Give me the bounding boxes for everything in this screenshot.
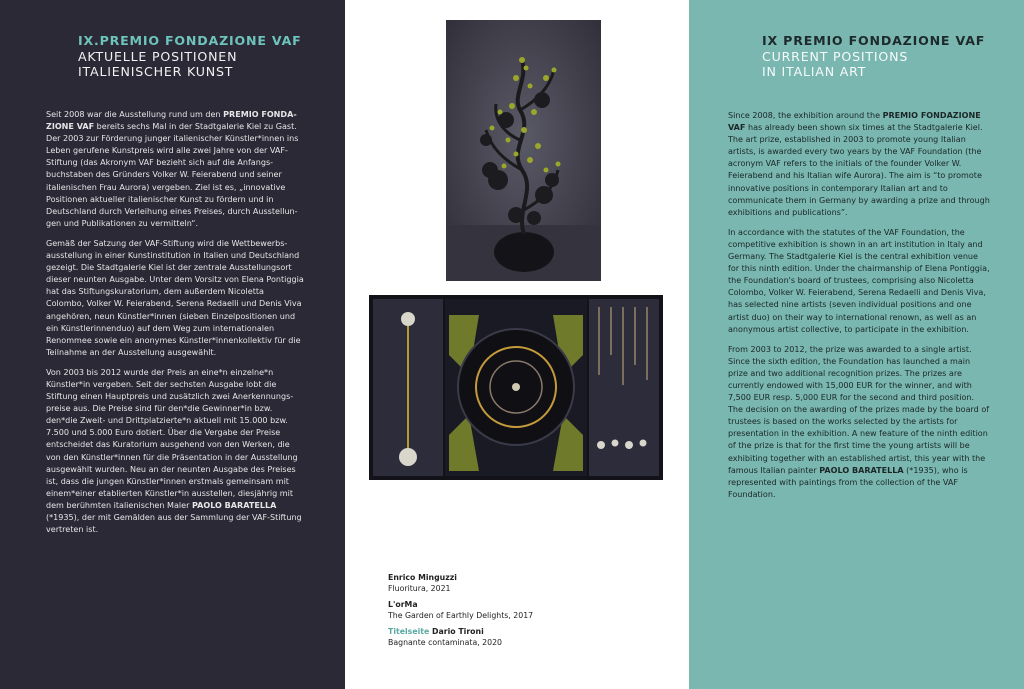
caption-minguzzi (388, 572, 648, 594)
caption-work-title: The Garden of Earthly Delights, 2017 (388, 611, 534, 620)
english-body-text (728, 110, 990, 509)
english-heading-line-2: CURRENT POSITIONS (762, 48, 909, 64)
artwork-captions (388, 572, 648, 653)
fluoritura-artwork-image (446, 20, 601, 281)
artwork-panel (345, 0, 689, 689)
german-heading-line-3: ITALIENISCHER KUNST (78, 64, 234, 79)
german-body-text (46, 109, 304, 544)
garden-of-earthly-delights-artwork-image (369, 295, 663, 480)
german-paragraph-3: Von 2003 bis 2012 wurde der Preis an eine*n einzelne*n Künstler*in vergeben. Seit der sechsten Ausgabe lobt die Stiftung einen Hauptpreis und zusätzlich zwei Anerkennungspreise aus. Die Preise sind für den*die Gewinner*in bzw. den*die Zweit- und Drittplatzierte*n aktuell mit 15.000 bzw. 7.500 und 5.000 Euro dotiert. Über die Vergabe der Preise entscheidet das Kuratorium ausgehend von den Werken, die von den Künstler*innen für die Präsentation in der Ausstellung ausgewählt wurden. Neu an der neunten Ausgabe des Preises ist, dass die jungen Künstler*innen erstmals gemeinsam mit einem*einer etablierten Künstler*in ausstellen, diesjährig mit dem berühmten italienischen Maler PAOLO BARATELLA (*1935), der mit Gemälden aus der Sammlung der VAF-Stiftung vertreten ist. (46, 367, 302, 535)
caption-artist-name: Enrico Minguzzi (388, 573, 457, 582)
german-paragraph-2: Gemäß der Satzung der VAF-Stiftung wird die Wettbewerbsausstellung in einer Kunstinstitution in Italien und Deutschland gezeigt. Die Stadtgalerie Kiel ist der zentrale Ausstellungsort dieser neunten Ausgabe. Unter dem Vorsitz von Elena Pontiggia hat das Stiftungskuratorium, dem außerdem Nicoletta Colombo, Volker W. Feierabend, Serena Redaelli und Denis Viva angehören, neun Künstler*innen (sieben Einzelpositionen und ein Künstlerinnenduo) auf dem Weg zum internationalen Renommee sowie ein anonymes Künstler*innenkollektiv für die Teilnahme an der Ausstellung ausgewählt. (46, 238, 304, 357)
caption-cover-label: Titelseite (388, 627, 430, 636)
english-text-panel (689, 0, 1024, 689)
german-heading-line-1: IX.PREMIO FONDAZIONE VAF (78, 33, 302, 48)
caption-cover (388, 626, 648, 648)
caption-artist-name: Dario Tironi (432, 627, 484, 636)
english-paragraph-1: Since 2008, the exhibition around the PREMIO FONDAZIONE VAF has already been shown six times at the Stadtgalerie Kiel. The art prize, established in 2003 to promote young Italian artists, is awarded every two years by the VAF Foundation (the acronym VAF refers to the initials of the founder Volker W. Feierabend and his Italian wife Aurora). The aim is “to promote innovative positions in contemporary Italian art and to communicate them in Germany by awarding a prize and through exhibitions and publications”. (728, 111, 990, 217)
caption-work-title: Bagnante contaminata, 2020 (388, 638, 503, 647)
german-paragraph-1: Seit 2008 war die Ausstellung rund um den PREMIO FONDAZIONE VAF bereits sechs Mal in der Stadtgalerie Kiel zu Gast. Der 2003 zur Förderung junger italienischer Künstler*innen ins Leben gerufene Kunstpreis wird alle zwei Jahre von der VAF-Stiftung (das Akronym VAF bezieht sich auf die Anfangsbuchstaben des Gründers Volker W. Feierabend und seiner italienischen Frau Aurora) vergeben. Ziel ist es, „innovative Positionen aktueller italienischer Kunst zu fördern und in Deutschland durch Verleihung eines Preises, durch Ausstellungen und Publikationen zu vermitteln“. (46, 110, 299, 228)
english-heading (762, 33, 985, 80)
english-heading-line-3: IN ITALIAN ART (762, 64, 867, 79)
caption-work-title: Fluoritura, 2021 (388, 584, 451, 593)
caption-cover-credit (388, 626, 648, 637)
english-paragraph-3: From 2003 to 2012, the prize was awarded to a single artist. Since the sixth edition, the Foundation has launched a main prize and two additional recognition prizes. The prizes are currently endowed with 15,000 EUR for the winner, and with 7,500 EUR resp. 5,000 EUR for the second and third position. The decision on the awarding of the prizes made by the board of trustees is based on the works selected by the artists for presentation in the exhibition. A new feature of the ninth edition of the prize is that for the first time the young artists will be exhibiting together with an established artist, this year with the famous Italian painter PAOLO BARATELLA (*1935), who is represented with paintings from the collection of the VAF Foundation. (728, 344, 990, 499)
english-heading-line-1: IX PREMIO FONDAZIONE VAF (762, 33, 986, 48)
german-heading (78, 33, 302, 80)
german-heading-line-2: AKTUELLE POSITIONEN (78, 48, 238, 64)
caption-artist-name: L'orMa (388, 600, 418, 609)
english-paragraph-2: In accordance with the statutes of the VAF Foundation, the competitive exhibition is shown in an art institution in Italy and Germany. The Stadtgalerie Kiel is the central exhibition venue for this ninth edition. Under the chairmanship of Elena Pontiggia, the Foundation's board of trustees, comprising also Nicoletta Colombo, Volker W. Feierabend, Serena Redaelli and Denis Viva, has selected nine artists (seven individual positions and one artist duo) on their way to international renown, as well as an anonymous artist collective, to participate in the exhibition. (728, 227, 990, 334)
caption-lorma (388, 599, 648, 621)
german-text-panel (0, 0, 345, 689)
